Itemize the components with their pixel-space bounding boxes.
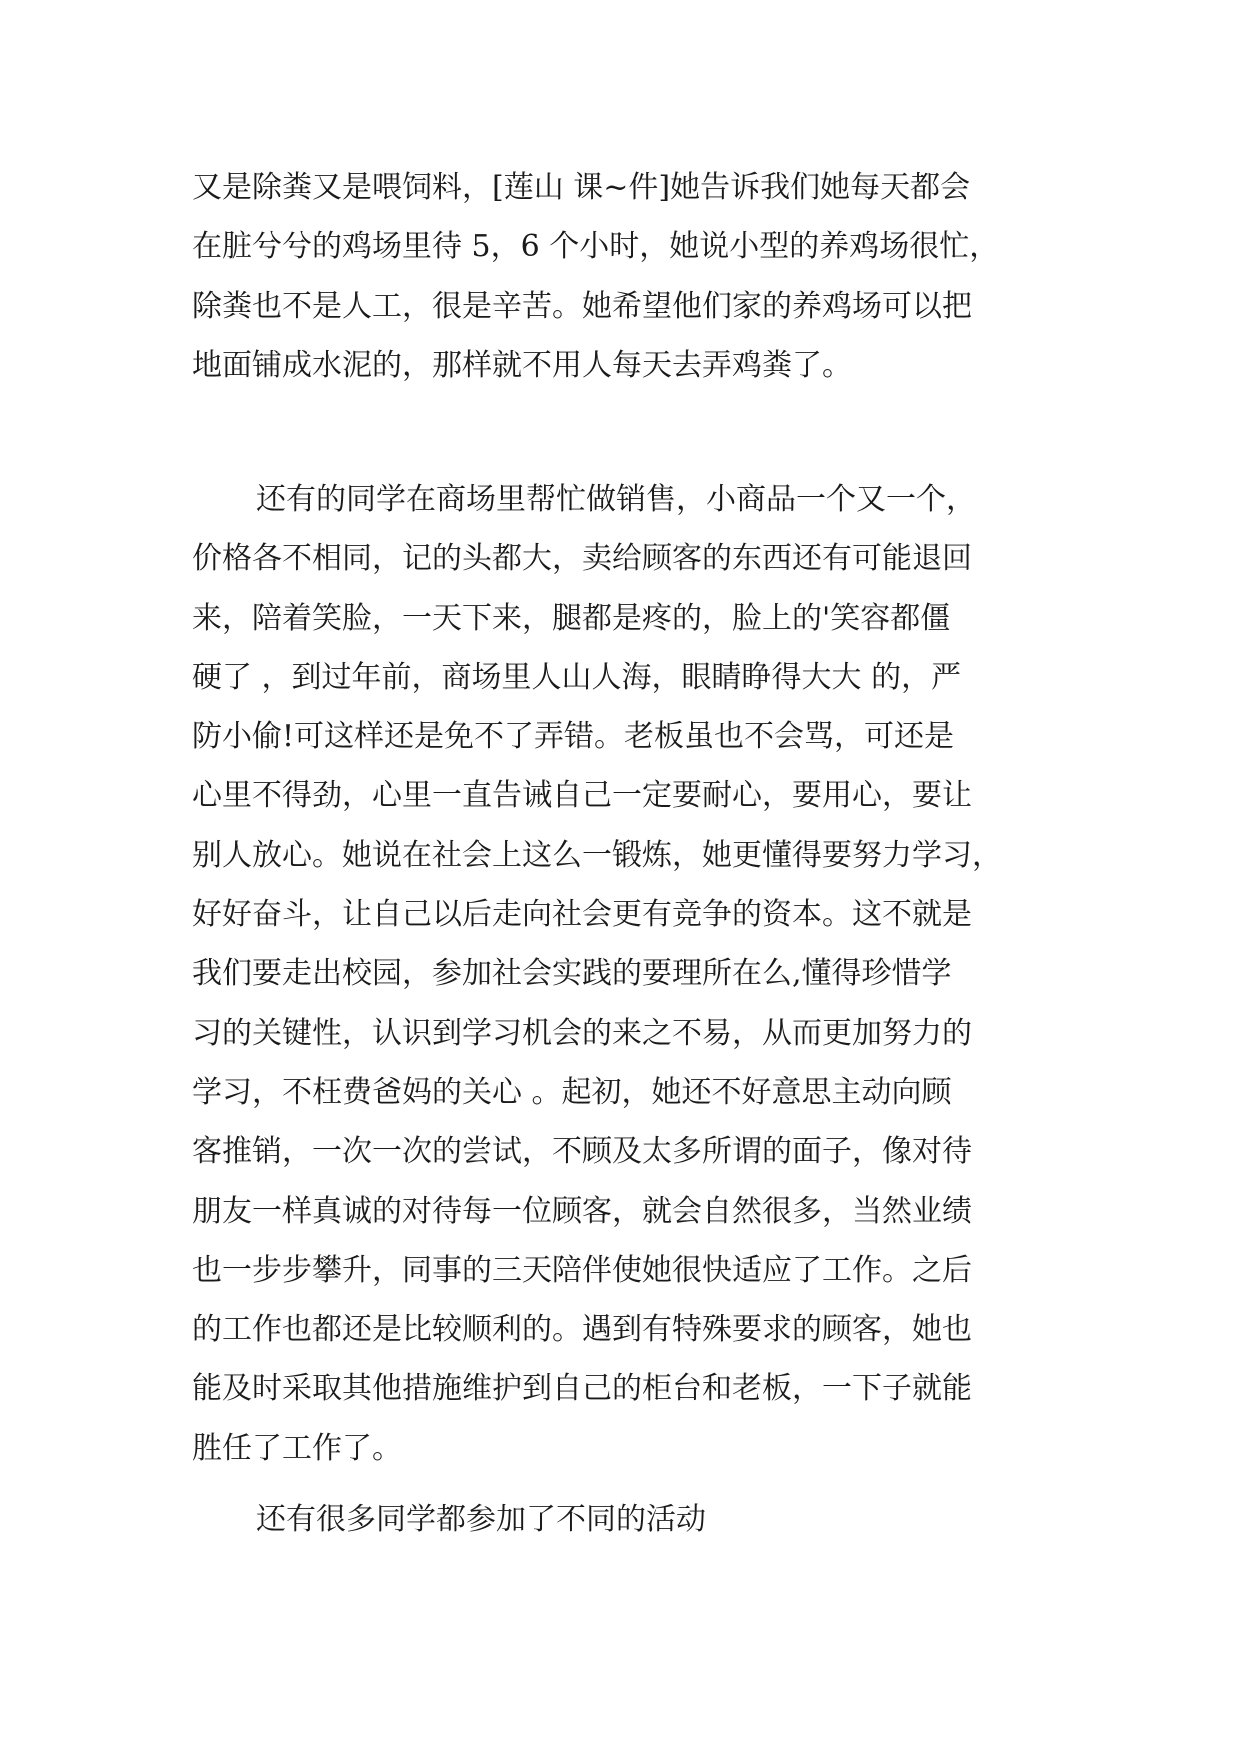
text-line: 客推销，一次一次的尝试，不顾及太多所谓的面子，像对待 [192, 1134, 972, 1170]
paragraph-chicken-farm [192, 158, 1092, 395]
text-line: 好好奋斗，让自己以后走向社会更有竞争的资本。这不就是 [192, 897, 972, 933]
text-line: 又是除粪又是喂饲料，[莲山 课~件]她告诉我们她每天都会 [192, 170, 971, 205]
text-line: 胜任了工作了。 [192, 1430, 402, 1466]
text-line: 的工作也都还是比较顺利的。遇到有特殊要求的顾客，她也 [192, 1312, 972, 1348]
text-line: 我们要走出校园，参加社会实践的要理所在么,懂得珍惜学 [192, 956, 952, 992]
text-line: 还有的同学在商场里帮忙做销售，小商品一个又一个， [256, 482, 976, 517]
text-line: 别人放心。她说在社会上这么一锻炼，她更懂得要努力学习， [192, 837, 1002, 873]
text-line: 地面铺成水泥的，那样就不用人每天去弄鸡粪了。 [192, 347, 852, 383]
text-line: 防小偷!可这样还是免不了弄错。老板虽也不会骂，可还是 [192, 719, 955, 755]
text-line: 习的关键性，认识到学习机会的来之不易，从而更加努力的 [192, 1015, 972, 1051]
text-line: 来，陪着笑脸，一天下来，腿都是疼的，脸上的'笑容都僵 [192, 600, 951, 636]
text-line: 朋友一样真诚的对待每一位顾客，就会自然很多，当然业绩 [192, 1193, 972, 1229]
text-line: 也一步步攀升，同事的三天陪伴使她很快适应了工作。之后 [192, 1252, 972, 1288]
text-line: 除粪也不是人工，很是辛苦。她希望他们家的养鸡场可以把 [192, 288, 972, 324]
text-line: 学习，不枉费爸妈的关心 。起初，她还不好意思主动向顾 [192, 1074, 952, 1110]
paragraph-other-activities [192, 1490, 1092, 1549]
text-line: 还有很多同学都参加了不同的活动 [256, 1502, 706, 1537]
text-line: 在脏兮兮的鸡场里待 5，6 个小时，她说小型的养鸡场很忙， [192, 229, 1000, 265]
text-line: 价格各不相同，记的头都大，卖给顾客的东西还有可能退回 [192, 541, 972, 577]
paragraph-mall-sales [192, 470, 1092, 1478]
text-line: 能及时采取其他措施维护到自己的柜台和老板，一下子就能 [192, 1371, 972, 1407]
text-line: 硬了 ，到过年前，商场里人山人海，眼睛睁得大大 的，严 [192, 659, 962, 695]
text-line: 心里不得劲，心里一直告诫自己一定要耐心，要用心，要让 [192, 778, 972, 814]
